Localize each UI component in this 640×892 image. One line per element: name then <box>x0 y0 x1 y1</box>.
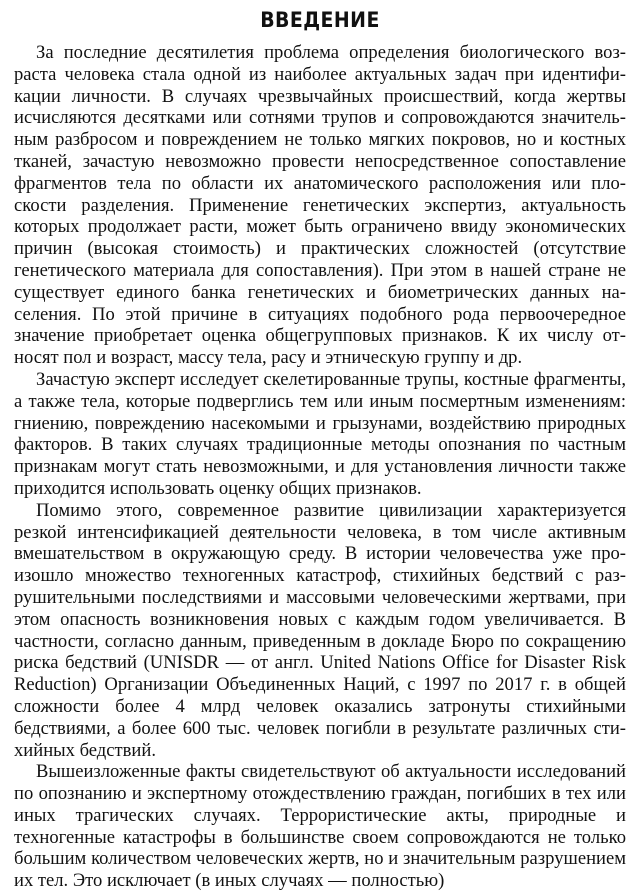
paragraph-3: Помимо этого, современное развитие цивилизации характеризуется резкой интенсификацией деятельности человека, в том числе активным вмешательством в окружающую среду. В истории человечества уже произошло множество техногенных катастроф, стихийных бедствий с разрушительными последствиями и массовыми человеческими жертвами, при этом опасность возникновения новых с каждым годом увеличивается. В частности, согласно данным, приведенным в докладе Бюро по сокращению риска бедствий (UNISDR — от англ. United Nations Office for Disaster Risk Reduction) Организации Объединенных Наций, с 1997 по 2017 г. в общей сложности более 4 млрд человек оказались затронуты стихийными бедствиями, а более 600 тыс. человек погибли в результате различных стихийных бедствий. <box>14 499 626 761</box>
paragraph-4: Вышеизложенные факты свидетельствуют об актуальности исследований по опознанию и экспертному отождествлению граждан, погибших в тех или иных трагических случаях. Террористические акты, природные и техногенные катастрофы в большинстве своем сопровождаются не только большим количеством человеческих жертв, но и значительным разрушением их тел. Это исключает (в иных случаях — полностью) <box>14 761 626 892</box>
paragraph-1: За последние десятилетия проблема определения биологического возраста человека стала одной из наиболее актуальных задач при идентификации личности. В случаях чрезвычайных происшествий, когда жертвы исчисляются десятками или сотнями трупов и сопровождаются значительным разбросом и повреждением не только мягких покровов, но и костных тканей, зачастую невозможно провести непосредственное сопоставление фрагментов тела по области их анатомического расположения или плоскости разделения. Применение генетических экспертиз, актуальность которых продолжает расти, может быть ограничено ввиду экономических причин (высокая стоимость) и практических сложностей (отсутствие генетического материала для сопоставления). При этом в нашей стране не существует единого банка генетических и биометрических данных населения. По этой причине в ситуациях подобного рода первоочередное значение приобретает оценка общегрупповых признаков. К их числу относят пол и возраст, массу тела, расу и этническую группу и др. <box>14 42 626 369</box>
page-title: ВВЕДЕНИЕ <box>260 8 380 32</box>
paragraph-2: Зачастую эксперт исследует скелетированные трупы, костные фрагменты, а также тела, которые подверглись тем или иным посмертным изменениям: гниению, повреждению насекомыми и грызунами, воздействию природных факторов. В таких случаях традиционные методы опознания по частным признакам могут стать невозможными, и для установления личности также приходится использовать оценку общих признаков. <box>14 368 626 499</box>
